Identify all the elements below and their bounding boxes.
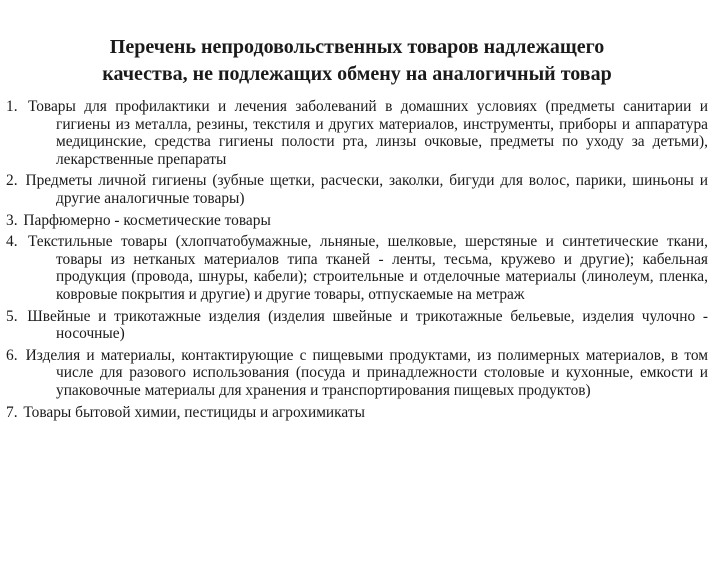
list-item-text: Предметы личной гигиены (зубные щетки, расчески, заколки, бигуди для волос, парики, шиньоны и другие аналогичные товары) <box>25 172 708 207</box>
list-item-text: Парфюмерно - косметические товары <box>23 211 271 229</box>
list-item-text: Изделия и материалы, контактирующие с пищевыми продуктами, из полимерных материалов, в том числе для разового использования (посуда и принадлежности столовые и кухонные, емкости и упаковочные материалы для хранения и транспортирования пищевых продуктов) <box>25 346 708 399</box>
list-item <box>6 172 708 207</box>
list-item <box>6 404 708 422</box>
page-title-line-2: качества, не подлежащих обмену на аналогичный товар <box>102 63 612 85</box>
list-item-text: Швейные и трикотажные изделия (изделия швейные и трикотажные бельевые, изделия чулочно - носочные) <box>27 307 708 343</box>
list-item-number: 2. <box>6 172 18 190</box>
list-item-text: Товары бытовой химии, пестициды и агрохимикаты <box>23 403 365 421</box>
list-item-number: 5. <box>6 307 18 325</box>
list-item-text: Товары для профилактики и лечения заболеваний в домашних условиях (предметы санитарии и гигиены из металла, резины, текстиля и других материалов, инструменты, приборы и аппаратура медицинские, средства гигиены полости рта, линзы очковые, предметы по уходу за детьми), лекарственные препараты <box>27 98 708 168</box>
list-item-number: 3. <box>6 211 18 229</box>
list-item <box>6 98 708 168</box>
goods-list <box>6 98 708 421</box>
list-item <box>6 233 708 303</box>
document-page <box>0 34 720 574</box>
list-item <box>6 347 708 400</box>
list-item <box>6 308 708 343</box>
page-title-line-1: Перечень непродовольственных товаров надлежащего <box>109 36 605 58</box>
list-item-number: 7. <box>6 403 18 421</box>
list-item-number: 6. <box>6 346 18 364</box>
list-item-number: 1. <box>6 98 18 115</box>
list-item <box>6 212 708 230</box>
list-item-number: 4. <box>6 233 18 251</box>
page-title <box>6 34 708 88</box>
list-item-text: Текстильные товары (хлопчатобумажные, льняные, шелковые, шерстяные и синтетические ткани, товары из нетканых материалов типа тканей - ленты, тесьма, кружево и другие); кабельная продукция (провода, шнуры, кабели); строительные и отделочные материалы (линолеум, пленка, ковровые покрытия и другие) и другие товары, отпускаемые на метраж <box>27 233 708 303</box>
